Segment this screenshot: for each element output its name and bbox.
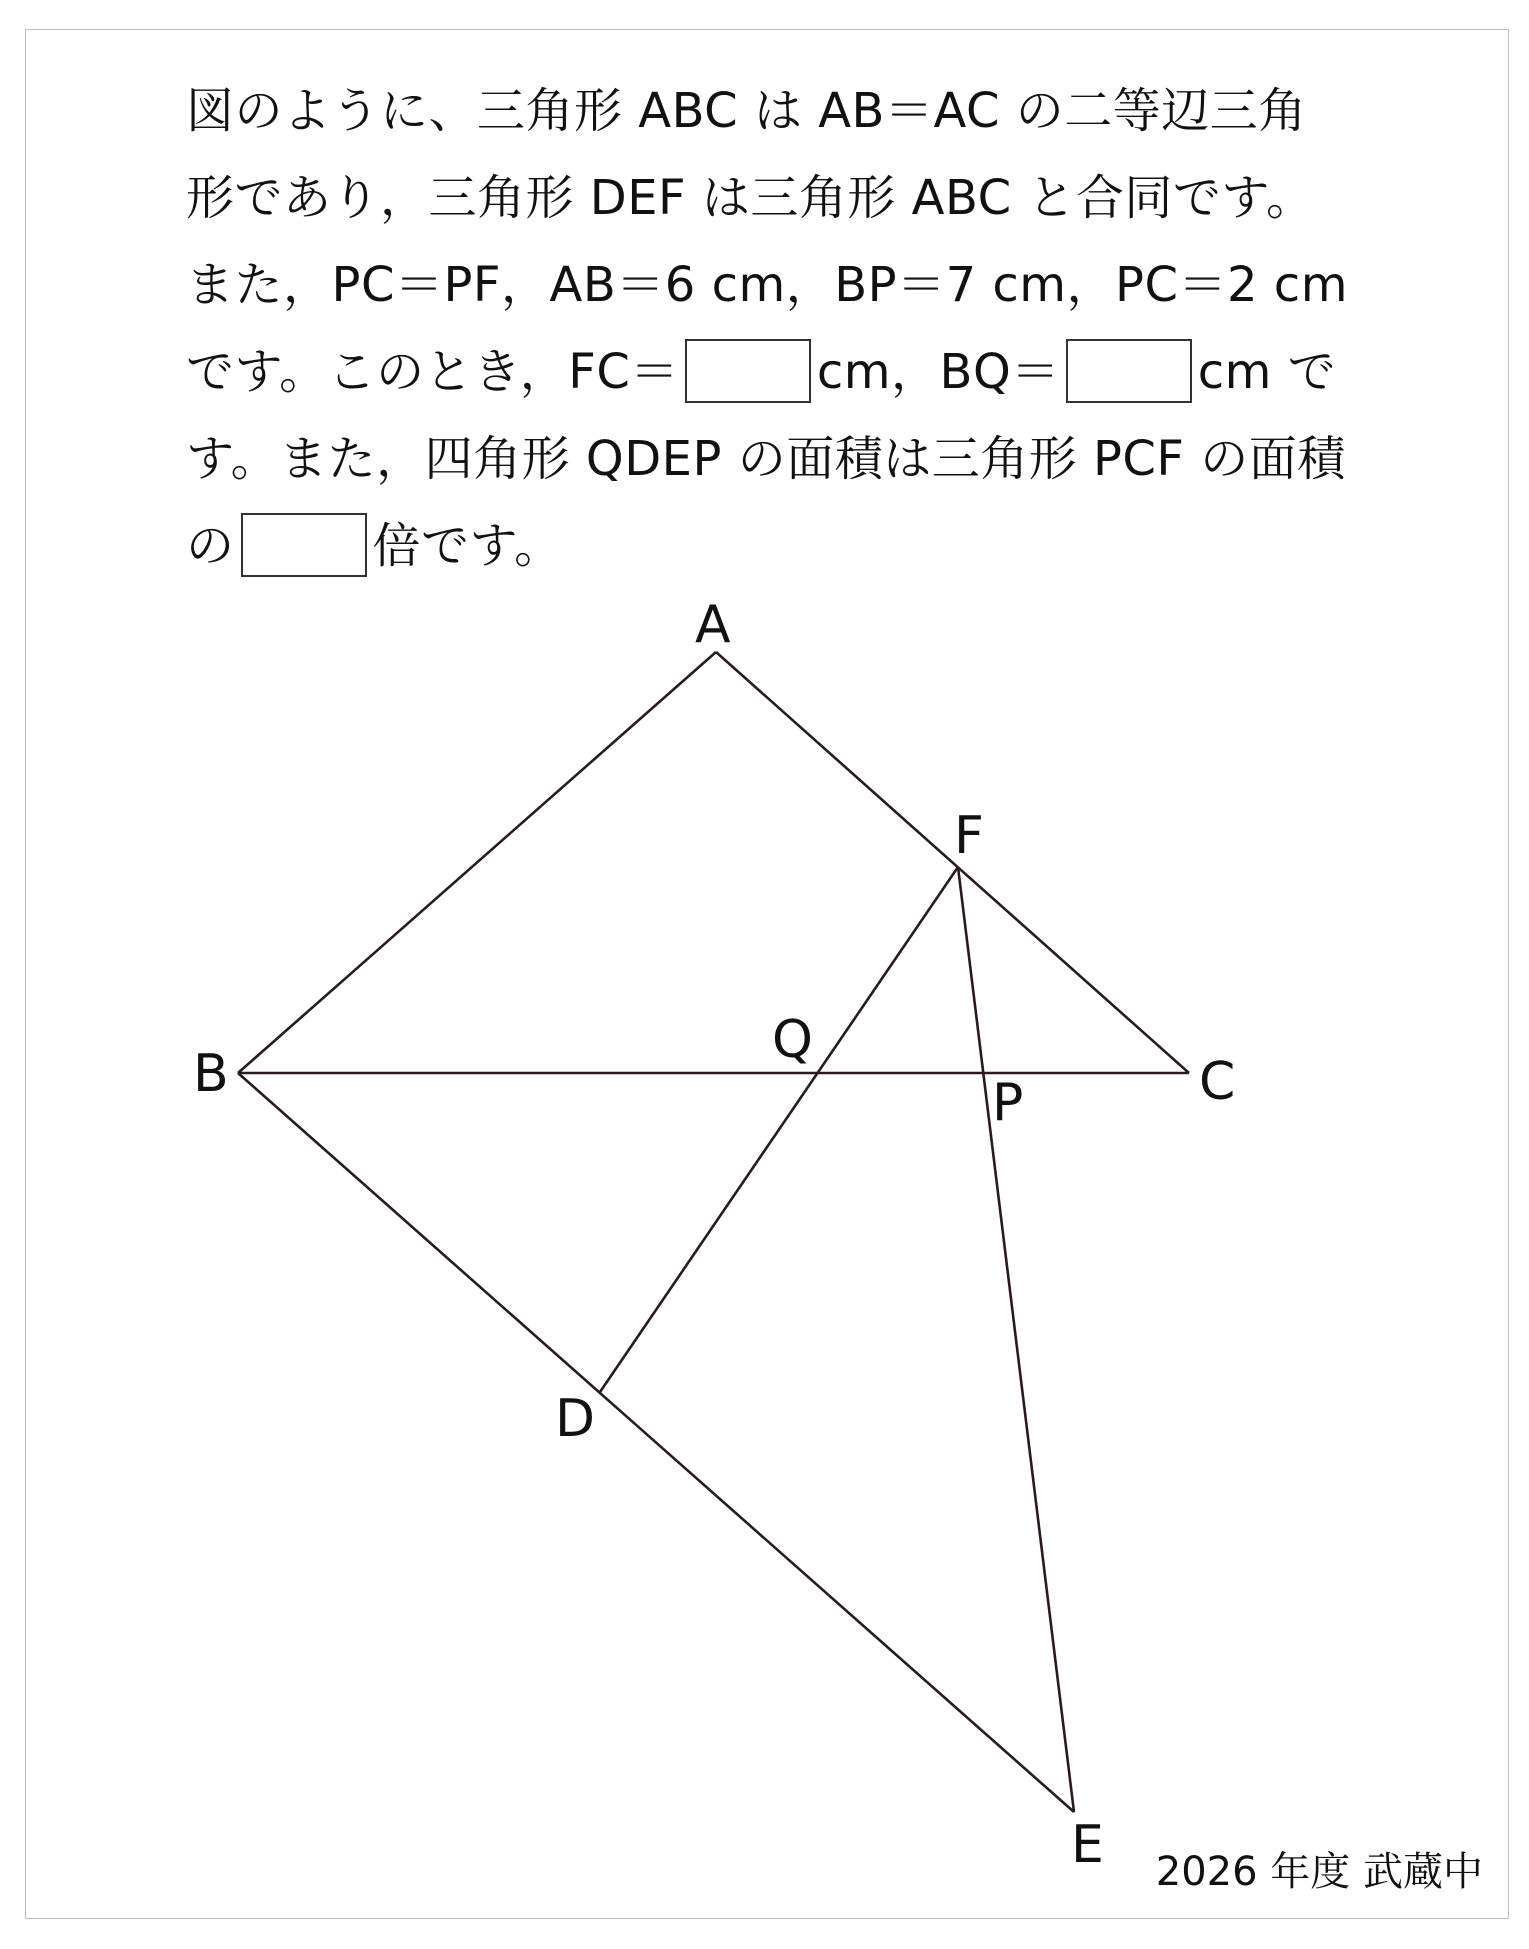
problem-line-3: また，PC＝PF，AB＝6 cm，BP＝7 cm，PC＝2 cm <box>186 257 1348 313</box>
label-q: Q <box>772 1010 813 1070</box>
problem-line-2: 形であり，三角形 DEF は三角形 ABC と合同です。 <box>186 170 1315 226</box>
segment-fe <box>958 867 1074 1812</box>
problem-line-6-part-2: 倍です。 <box>372 518 563 574</box>
label-d: D <box>555 1389 596 1449</box>
segment-ab <box>238 652 716 1073</box>
segment-df <box>600 867 958 1392</box>
problem-line-4-part-1: です。このとき，FC＝ <box>186 344 679 400</box>
problem-line-4-part-3: cm で <box>1197 344 1337 400</box>
label-e: E <box>1071 1815 1104 1875</box>
label-p: P <box>992 1073 1024 1133</box>
problem-line-1: 図のように、三角形 ABC は AB＝AC の二等辺三角 <box>186 83 1307 139</box>
label-a: A <box>695 595 731 655</box>
problem-line-4-part-2: cm，BQ＝ <box>816 344 1060 400</box>
label-b: B <box>193 1044 229 1104</box>
segment-be <box>238 1073 1074 1812</box>
problem-line-5: す。また，四角形 QDEP の面積は三角形 PCF の面積 <box>186 431 1346 487</box>
exam-source: 2026 年度 武蔵中 <box>1155 1849 1483 1895</box>
label-c: C <box>1199 1052 1236 1112</box>
problem-line-6-part-1: の <box>186 518 235 574</box>
label-f: F <box>954 806 984 866</box>
